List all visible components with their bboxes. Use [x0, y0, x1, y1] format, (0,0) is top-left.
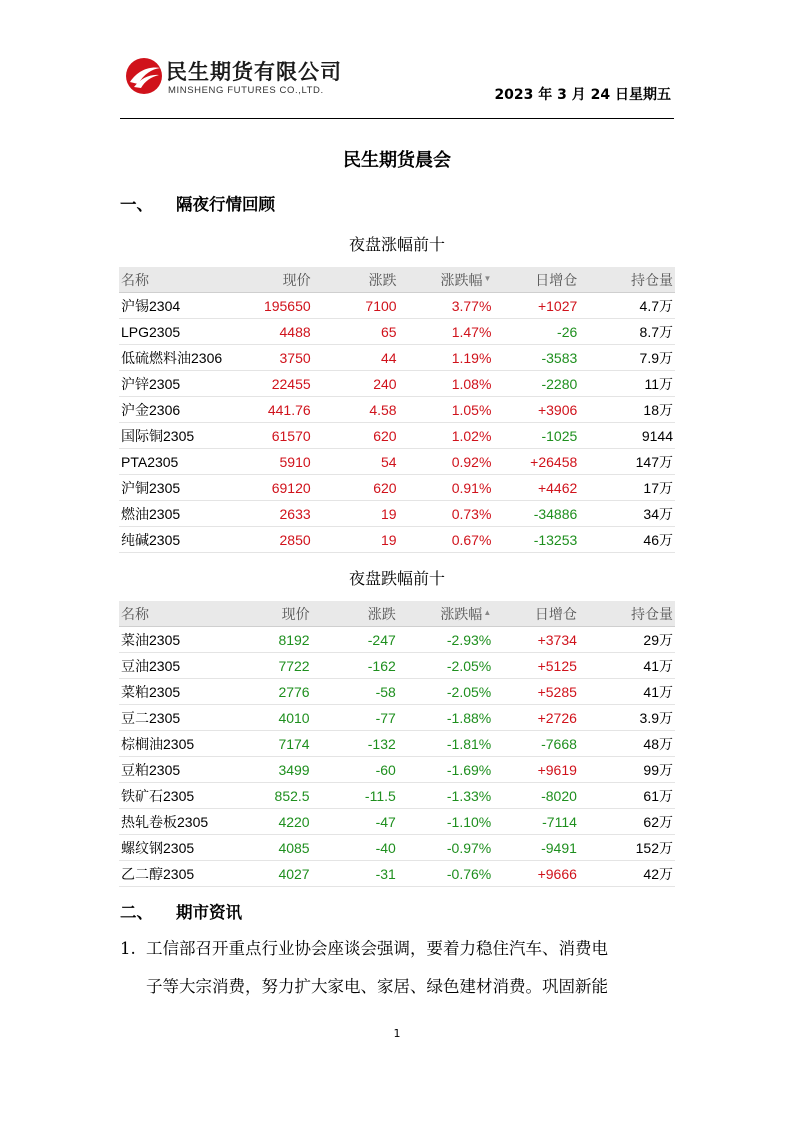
cell-open-interest: 9144: [579, 423, 675, 449]
section-title: 隔夜行情回顾: [176, 195, 275, 214]
cell-change: 620: [313, 423, 399, 449]
cell-open-interest: 4.7万: [579, 293, 675, 319]
col-header-name: 名称: [119, 267, 244, 293]
cell-price: 2850: [244, 527, 313, 553]
gainers-table-title: 夜盘涨幅前十: [348, 235, 445, 254]
cell-change: 54: [313, 449, 399, 475]
cell-price: 4488: [244, 319, 313, 345]
cell-open-interest: 3.9万: [579, 705, 675, 731]
cell-change-pct: -2.05%: [398, 653, 493, 679]
cell-change-pct: 1.05%: [399, 397, 494, 423]
cell-open-interest: 8.7万: [579, 319, 675, 345]
cell-daily-oi: +3906: [493, 397, 579, 423]
cell-change-pct: 3.77%: [399, 293, 494, 319]
logo-mark-icon: [124, 56, 164, 96]
cell-name: 沪金2306: [119, 397, 244, 423]
losers-table-title: 夜盘跌幅前十: [348, 569, 445, 588]
cell-open-interest: 61万: [579, 783, 675, 809]
table-row: [119, 783, 675, 809]
sort-desc-icon: ▼: [483, 273, 492, 283]
cell-daily-oi: +5125: [493, 653, 579, 679]
cell-price: 4085: [243, 835, 311, 861]
col-header-open-interest: 持仓量: [579, 601, 675, 627]
cell-change-pct: -1.69%: [398, 757, 493, 783]
cell-name: 国际铜2305: [119, 423, 244, 449]
cell-open-interest: 18万: [579, 397, 675, 423]
cell-change: -247: [312, 627, 398, 653]
cell-price: 8192: [243, 627, 311, 653]
cell-daily-oi: +9619: [493, 757, 579, 783]
col-header-change: 涨跌: [312, 601, 398, 627]
cell-price: 852.5: [243, 783, 311, 809]
col-header-change-pct[interactable]: [398, 601, 493, 627]
cell-change: -162: [312, 653, 398, 679]
table-row: [119, 627, 675, 653]
col-header-price: 现价: [244, 267, 313, 293]
cell-change: -58: [312, 679, 398, 705]
cell-change: -47: [312, 809, 398, 835]
cell-change: 620: [313, 475, 399, 501]
cell-change: -132: [312, 731, 398, 757]
cell-name: 豆二2305: [119, 705, 243, 731]
table-header-row: [119, 267, 675, 293]
cell-price: 61570: [244, 423, 313, 449]
cell-open-interest: 152万: [579, 835, 675, 861]
cell-change-pct: -1.81%: [398, 731, 493, 757]
cell-name: 豆油2305: [119, 653, 243, 679]
cell-price: 22455: [244, 371, 313, 397]
cell-daily-oi: +26458: [493, 449, 579, 475]
cell-price: 4027: [243, 861, 311, 887]
cell-daily-oi: -7114: [493, 809, 579, 835]
cell-open-interest: 41万: [579, 679, 675, 705]
cell-change: 7100: [313, 293, 399, 319]
header-divider: [120, 118, 674, 119]
cell-open-interest: 62万: [579, 809, 675, 835]
cell-daily-oi: -9491: [493, 835, 579, 861]
table-row: [119, 861, 675, 887]
cell-open-interest: 48万: [579, 731, 675, 757]
cell-name: 豆粕2305: [119, 757, 243, 783]
cell-daily-oi: -2280: [493, 371, 579, 397]
cell-name: LPG2305: [119, 319, 244, 345]
table-row: [119, 475, 675, 501]
cell-change-pct: -0.76%: [398, 861, 493, 887]
cell-change: 240: [313, 371, 399, 397]
cell-daily-oi: -1025: [493, 423, 579, 449]
company-name-cn: 民生期货有限公司: [166, 60, 342, 84]
cell-change-pct: -1.10%: [398, 809, 493, 835]
cell-price: 195650: [244, 293, 313, 319]
news-item: [120, 930, 680, 1006]
cell-change: -40: [312, 835, 398, 861]
table-row: [119, 809, 675, 835]
cell-price: 4010: [243, 705, 311, 731]
cell-name: 螺纹钢2305: [119, 835, 243, 861]
table-row: [119, 345, 675, 371]
col-header-daily-oi: 日增仓: [493, 267, 579, 293]
cell-price: 5910: [244, 449, 313, 475]
cell-change-pct: -1.88%: [398, 705, 493, 731]
document-title: 民生期货晨会: [343, 150, 451, 171]
col-header-change: 涨跌: [313, 267, 399, 293]
cell-change-pct: -2.93%: [398, 627, 493, 653]
cell-open-interest: 7.9万: [579, 345, 675, 371]
table-row: [119, 293, 675, 319]
cell-change-pct: 1.08%: [399, 371, 494, 397]
section-number: 一、: [120, 195, 153, 214]
cell-change-pct: -1.33%: [398, 783, 493, 809]
cell-open-interest: 42万: [579, 861, 675, 887]
news-text-line: 工信部召开重点行业协会座谈会强调，要着力稳住汽车、消费电: [146, 939, 608, 958]
table-row: [119, 653, 675, 679]
cell-change-pct: 0.67%: [399, 527, 494, 553]
table-row: [119, 527, 675, 553]
cell-name: 棕榈油2305: [119, 731, 243, 757]
cell-price: 441.76: [244, 397, 313, 423]
losers-table: [119, 601, 675, 887]
cell-daily-oi: -3583: [493, 345, 579, 371]
cell-daily-oi: +5285: [493, 679, 579, 705]
table-row: [119, 319, 675, 345]
report-date: 2023 年 3 月 24 日星期五: [494, 87, 671, 103]
company-name-en: MINSHENG FUTURES CO.,LTD.: [168, 85, 324, 96]
cell-name: 低硫燃料油2306: [119, 345, 244, 371]
table-row: [119, 679, 675, 705]
cell-daily-oi: +4462: [493, 475, 579, 501]
table-row: [119, 371, 675, 397]
table-header-row: [119, 601, 675, 627]
cell-change: -11.5: [312, 783, 398, 809]
cell-change-pct: -2.05%: [398, 679, 493, 705]
col-header-change-pct[interactable]: [399, 267, 494, 293]
news-number: 1.: [120, 939, 136, 958]
section-title: 期市资讯: [176, 903, 242, 922]
cell-name: 菜油2305: [119, 627, 243, 653]
cell-name: 沪铜2305: [119, 475, 244, 501]
table-row: [119, 705, 675, 731]
cell-change: 4.58: [313, 397, 399, 423]
cell-daily-oi: +2726: [493, 705, 579, 731]
cell-daily-oi: +3734: [493, 627, 579, 653]
cell-change: -77: [312, 705, 398, 731]
cell-name: 乙二醇2305: [119, 861, 243, 887]
cell-name: 沪锡2304: [119, 293, 244, 319]
cell-change-pct: -0.97%: [398, 835, 493, 861]
table-row: [119, 449, 675, 475]
cell-price: 7722: [243, 653, 311, 679]
section-number: 二、: [120, 903, 153, 922]
cell-change: 19: [313, 527, 399, 553]
cell-price: 3750: [244, 345, 313, 371]
col-header-change-pct-label: 涨跌幅: [440, 271, 483, 288]
cell-change-pct: 0.92%: [399, 449, 494, 475]
col-header-price: 现价: [243, 601, 311, 627]
cell-name: PTA2305: [119, 449, 244, 475]
cell-change: 19: [313, 501, 399, 527]
col-header-daily-oi: 日增仓: [493, 601, 579, 627]
cell-daily-oi: -26: [493, 319, 579, 345]
cell-change-pct: 0.91%: [399, 475, 494, 501]
cell-name: 热轧卷板2305: [119, 809, 243, 835]
cell-daily-oi: -7668: [493, 731, 579, 757]
cell-open-interest: 17万: [579, 475, 675, 501]
cell-price: 2633: [244, 501, 313, 527]
table-row: [119, 397, 675, 423]
cell-daily-oi: -34886: [493, 501, 579, 527]
cell-change-pct: 1.47%: [399, 319, 494, 345]
cell-name: 沪锌2305: [119, 371, 244, 397]
table-row: [119, 423, 675, 449]
sort-asc-icon: ▲: [483, 607, 492, 617]
cell-price: 2776: [243, 679, 311, 705]
table-row: [119, 501, 675, 527]
news-text-line: 子等大宗消费，努力扩大家电、家居、绿色建材消费。巩固新能: [146, 977, 608, 996]
cell-open-interest: 29万: [579, 627, 675, 653]
cell-open-interest: 34万: [579, 501, 675, 527]
cell-daily-oi: +9666: [493, 861, 579, 887]
section-heading-2: [120, 899, 242, 923]
cell-change: -31: [312, 861, 398, 887]
cell-change-pct: 0.73%: [399, 501, 494, 527]
cell-open-interest: 41万: [579, 653, 675, 679]
cell-change-pct: 1.19%: [399, 345, 494, 371]
cell-name: 纯碱2305: [119, 527, 244, 553]
cell-change: 44: [313, 345, 399, 371]
cell-name: 燃油2305: [119, 501, 244, 527]
section-heading-1: [120, 191, 275, 215]
table-row: [119, 757, 675, 783]
gainers-table: [119, 267, 675, 553]
cell-change: -60: [312, 757, 398, 783]
cell-price: 7174: [243, 731, 311, 757]
cell-price: 3499: [243, 757, 311, 783]
cell-name: 菜粕2305: [119, 679, 243, 705]
cell-name: 铁矿石2305: [119, 783, 243, 809]
page-number: 1: [393, 1027, 401, 1040]
cell-change-pct: 1.02%: [399, 423, 494, 449]
cell-price: 4220: [243, 809, 311, 835]
table-row: [119, 835, 675, 861]
cell-open-interest: 46万: [579, 527, 675, 553]
cell-open-interest: 99万: [579, 757, 675, 783]
cell-daily-oi: +1027: [493, 293, 579, 319]
col-header-open-interest: 持仓量: [579, 267, 675, 293]
cell-price: 69120: [244, 475, 313, 501]
cell-daily-oi: -13253: [493, 527, 579, 553]
cell-daily-oi: -8020: [493, 783, 579, 809]
col-header-change-pct-label: 涨跌幅: [440, 605, 483, 622]
company-logo: [124, 56, 364, 100]
cell-change: 65: [313, 319, 399, 345]
cell-open-interest: 11万: [579, 371, 675, 397]
table-row: [119, 731, 675, 757]
col-header-name: 名称: [119, 601, 243, 627]
cell-open-interest: 147万: [579, 449, 675, 475]
